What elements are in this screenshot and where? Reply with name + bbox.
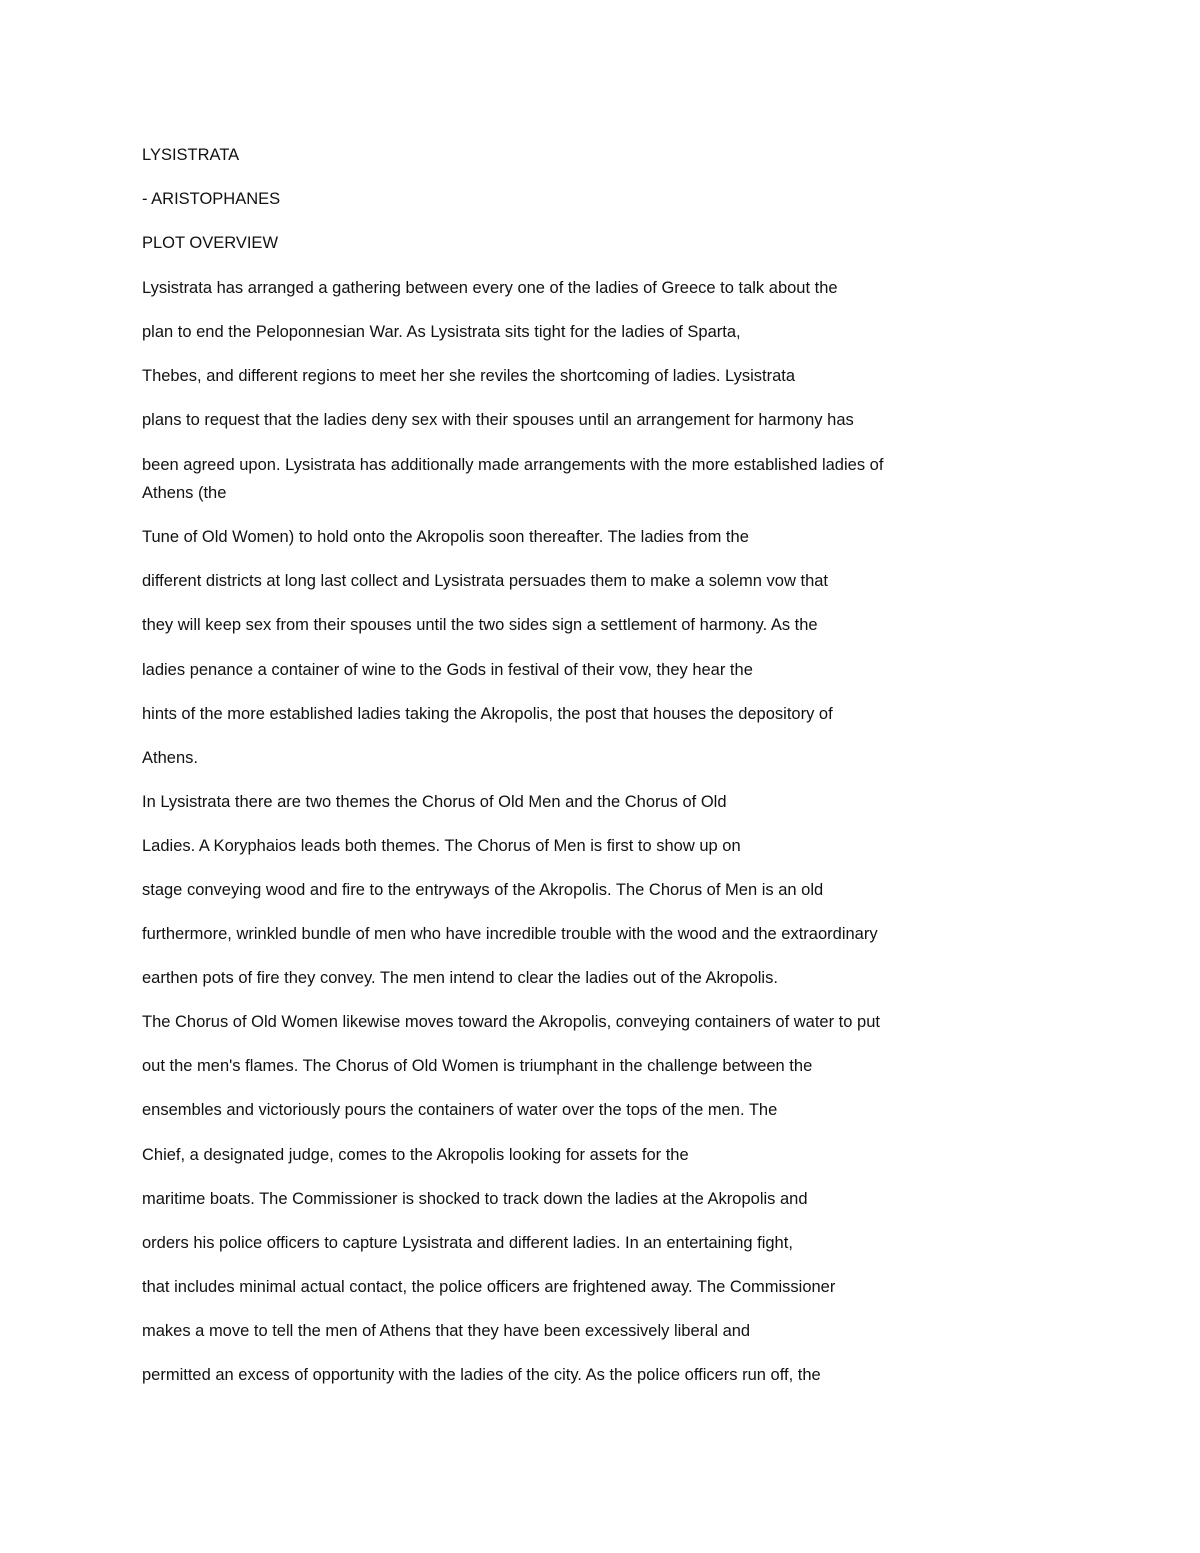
text-line: that includes minimal actual contact, the police officers are frightened away. The Commissioner (142, 1278, 836, 1296)
text-line: Tune of Old Women) to hold onto the Akropolis soon thereafter. The ladies from the (142, 528, 749, 546)
text-line: Lysistrata has arranged a gathering between every one of the ladies of Greece to talk about the (142, 279, 838, 297)
text-line: plan to end the Peloponnesian War. As Lysistrata sits tight for the ladies of Sparta, (142, 323, 741, 341)
text-line: ensembles and victoriously pours the containers of water over the tops of the men. The (142, 1101, 778, 1119)
text-line: Athens. (142, 749, 198, 767)
text-line: Thebes, and different regions to meet her she reviles the shortcoming of ladies. Lysistrata (142, 367, 796, 385)
text-line: plans to request that the ladies deny sex with their spouses until an arrangement for harmony has (142, 411, 854, 429)
document-author: - ARISTOPHANES (142, 190, 281, 208)
text-line: been agreed upon. Lysistrata has additionally made arrangements with the more established ladies of (142, 456, 884, 474)
document-title: LYSISTRATA (142, 146, 240, 164)
text-line: different districts at long last collect and Lysistrata persuades them to make a solemn vow that (142, 572, 829, 590)
text-line: Ladies. A Koryphaios leads both themes. The Chorus of Men is first to show up on (142, 837, 741, 855)
text-line: Chief, a designated judge, comes to the Akropolis looking for assets for the (142, 1146, 689, 1164)
text-line: earthen pots of fire they convey. The men intend to clear the ladies out of the Akropolis. (142, 969, 778, 987)
text-line: makes a move to tell the men of Athens that they have been excessively liberal and (142, 1322, 751, 1340)
text-line: orders his police officers to capture Lysistrata and different ladies. In an entertaining fight, (142, 1234, 793, 1252)
text-line: The Chorus of Old Women likewise moves toward the Akropolis, conveying containers of water to put (142, 1013, 880, 1031)
text-line: hints of the more established ladies taking the Akropolis, the post that houses the depository of (142, 705, 833, 723)
text-line: stage conveying wood and fire to the entryways of the Akropolis. The Chorus of Men is an old (142, 881, 824, 899)
text-line: furthermore, wrinkled bundle of men who have incredible trouble with the wood and the extraordinary (142, 925, 878, 943)
text-line: ladies penance a container of wine to the Gods in festival of their vow, they hear the (142, 661, 753, 679)
text-line: out the men's flames. The Chorus of Old Women is triumphant in the challenge between the (142, 1057, 813, 1075)
text-line: maritime boats. The Commissioner is shocked to track down the ladies at the Akropolis and (142, 1190, 808, 1208)
text-line: In Lysistrata there are two themes the Chorus of Old Men and the Chorus of Old (142, 793, 727, 811)
text-line: Athens (the (142, 484, 227, 502)
text-line: permitted an excess of opportunity with the ladies of the city. As the police officers run off, the (142, 1366, 821, 1384)
text-line: they will keep sex from their spouses until the two sides sign a settlement of harmony. As the (142, 616, 818, 634)
section-heading: PLOT OVERVIEW (142, 234, 279, 252)
